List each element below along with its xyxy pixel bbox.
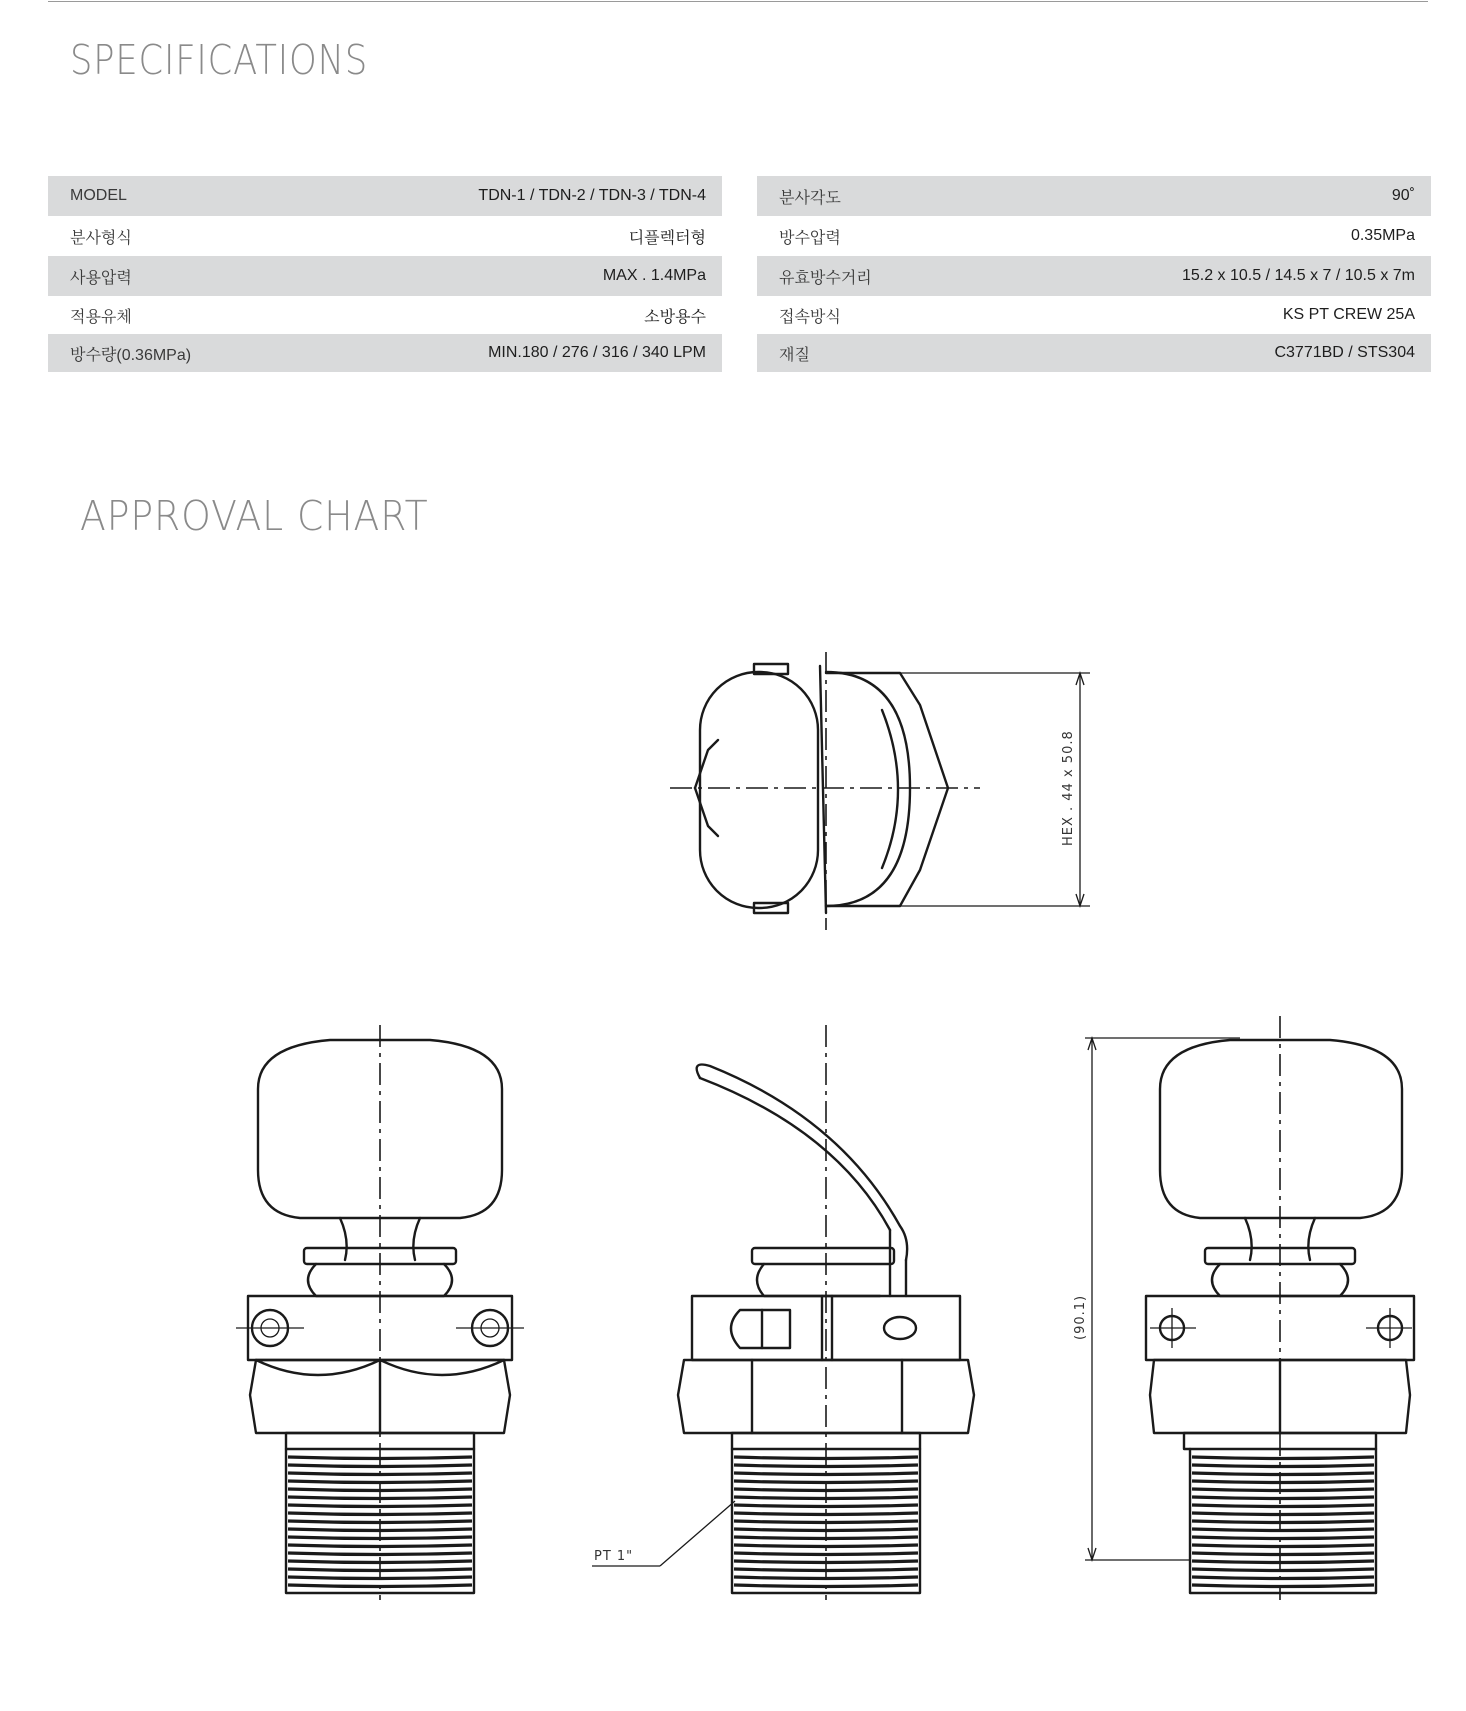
thread-line [1192,1537,1374,1539]
top-divider [48,1,1428,2]
thread-line [288,1545,472,1547]
thread-line [1192,1489,1374,1491]
spec-row [757,176,1431,216]
thread-line [288,1457,472,1459]
thread-line [288,1537,472,1539]
spec-value: TDN-1 / TDN-2 / TDN-3 / TDN-4 [478,187,706,204]
thread-line [734,1489,918,1491]
thread-line [734,1513,918,1515]
thread-line [1192,1545,1374,1547]
thread-line [1192,1513,1374,1515]
thread-line [734,1473,918,1475]
thread-line [734,1561,918,1563]
hex-dimension-label: HEX . 44 x 50.8 [1061,730,1076,846]
thread-shanks [286,1449,1376,1593]
spec-label: 유효방수거리 [779,269,872,287]
thread-line [288,1521,472,1523]
thread-line [288,1489,472,1491]
thread-line [1192,1465,1374,1467]
thread-line [1192,1529,1374,1531]
spec-label: 분사형식 [70,229,132,247]
thread-line [288,1553,472,1555]
thread-line [1192,1473,1374,1475]
thread-line [288,1505,472,1507]
spec-table-right [757,176,1431,372]
thread-line [288,1569,472,1571]
thread-line [1192,1577,1374,1579]
thread-line [734,1545,918,1547]
spec-value: KS PT CREW 25A [1282,306,1415,323]
top-view [670,652,1090,930]
thread-line [1192,1457,1374,1459]
thread-line [1192,1481,1374,1483]
thread-line [734,1577,918,1579]
spec-row [757,334,1431,372]
thread-line [1192,1561,1374,1563]
thread-line [734,1569,918,1571]
spec-value: MAX . 1.4MPa [602,267,706,284]
thread-line [1192,1569,1374,1571]
spec-value: 90˚ [1391,187,1415,204]
thread-line [288,1481,472,1483]
specifications-title: SPECIFICATIONS [70,36,369,84]
spec-label: 방수압력 [779,229,841,247]
thread-line [288,1529,472,1531]
spec-row [48,176,722,216]
spec-row [48,216,722,256]
spec-row [48,296,722,334]
spec-value: C3771BD / STS304 [1274,344,1415,361]
spec-row [757,256,1431,296]
thread-line [734,1521,918,1523]
spec-label: 적용유체 [70,308,132,326]
thread-line [288,1561,472,1563]
thread-line [288,1577,472,1579]
spec-label: MODEL [70,187,127,204]
spec-row [48,334,722,372]
thread-line [288,1465,472,1467]
spec-row [757,296,1431,334]
thread-line [734,1537,918,1539]
thread-line [1192,1497,1374,1499]
thread-line [734,1505,918,1507]
thread-line [734,1497,918,1499]
thread-line [734,1529,918,1531]
thread-line [1192,1553,1374,1555]
thread-line [734,1465,918,1467]
spec-value: 소방용수 [644,308,706,326]
thread-line [734,1553,918,1555]
spec-label: 접속방식 [779,308,841,326]
spec-label: 재질 [779,346,810,364]
spec-table-left [48,176,722,372]
spec-value: 0.35MPa [1350,227,1415,244]
thread-line [288,1585,472,1587]
thread-line [734,1457,918,1459]
approval-chart-title: APPROVAL CHART [80,492,429,540]
spec-label: 사용압력 [70,269,132,287]
thread-line [1192,1585,1374,1587]
thread-line [288,1497,472,1499]
height-dimension-label: (90.1) [1073,1294,1088,1340]
technical-drawing [0,600,1466,1711]
thread-line [1192,1521,1374,1523]
spec-label: 분사각도 [779,189,841,207]
spec-value: 15.2 x 10.5 / 14.5 x 7 / 10.5 x 7m [1181,267,1415,284]
thread-label: PT 1" [594,1549,634,1564]
thread-line [734,1481,918,1483]
spec-row [757,216,1431,256]
spec-row [48,256,722,296]
spec-value: 디플렉터형 [628,229,706,247]
spec-label: 방수량(0.36MPa) [70,346,192,364]
thread-line [734,1585,918,1587]
thread-line [288,1473,472,1475]
thread-line [1192,1505,1374,1507]
spec-value: MIN.180 / 276 / 316 / 340 LPM [488,344,706,361]
thread-line [288,1513,472,1515]
